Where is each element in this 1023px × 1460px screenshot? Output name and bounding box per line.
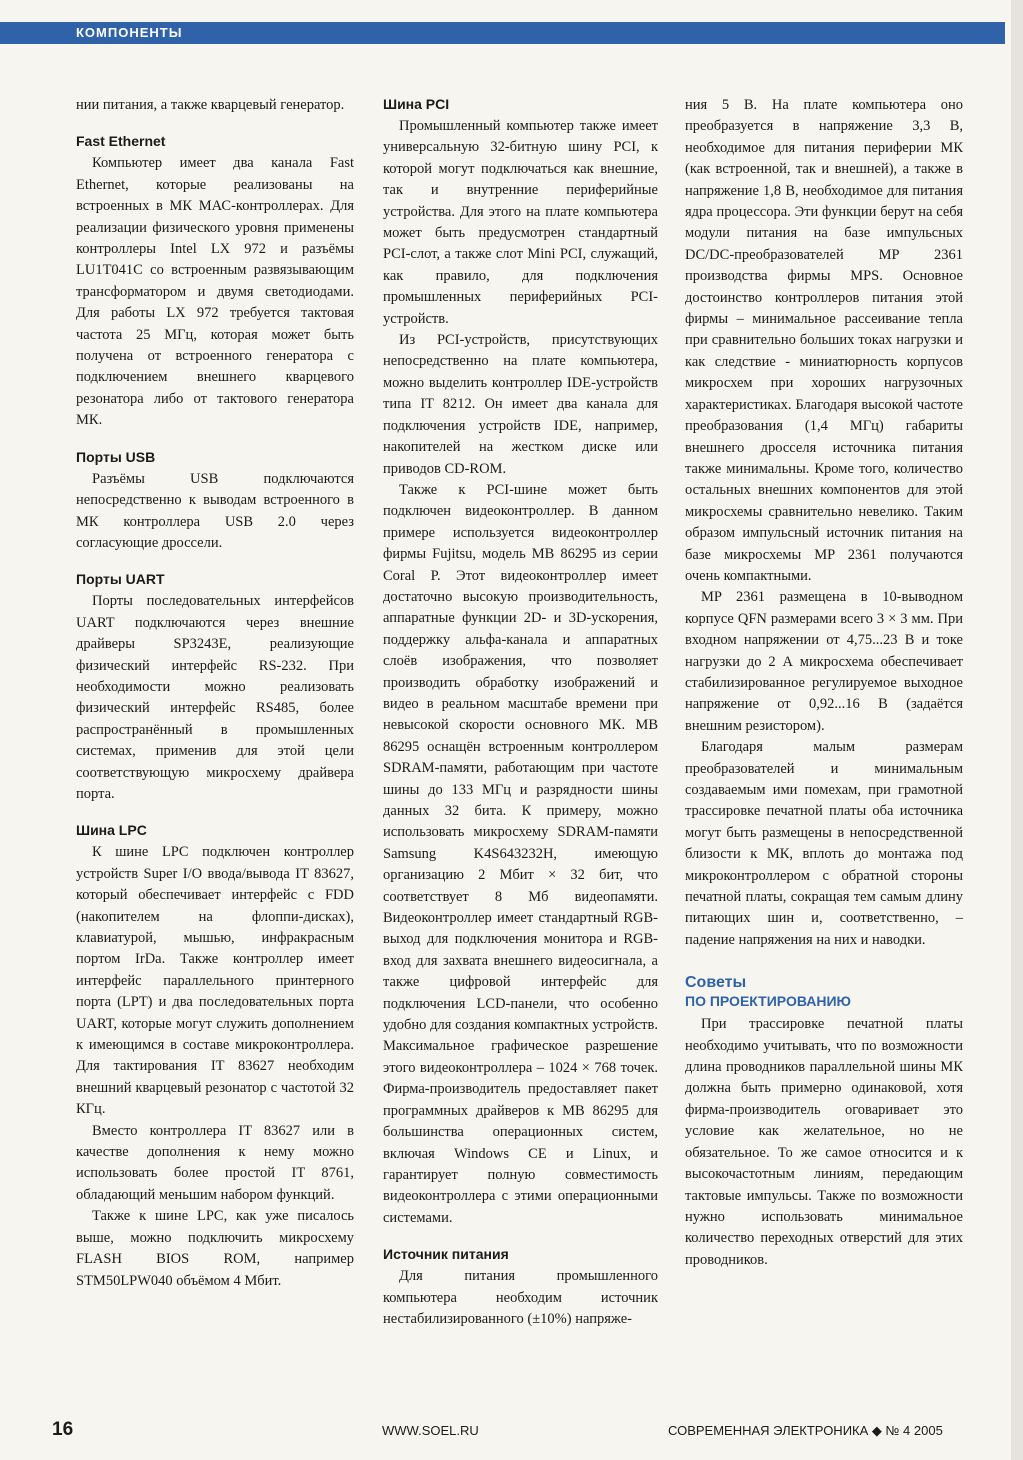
tips-title-line2: ПО ПРОЕКТИРОВАНИЮ (685, 993, 851, 1010)
paragraph: MP 2361 размещена в 10-выводном корпусе QFN размерами всего 3 × 3 мм. При входном напряжении от 4,75...23 В и токе нагрузки до 2 А микросхема обеспечивает стабилизированное регулируемое выходное напряжение от 0,92...16 В (задаётся внешним резистором). (685, 589, 963, 734)
paragraph: Промышленный компьютер также имеет универсальную 32-битную шину PCI, к которой могут подключаться как внешние, так и внутренние периферийные устройства. Для этого на плате компьютера может быть предусмотрен стандартный PCI-слот, а также слот Mini PCI, служащий, как правило, для подключения промышленных периферийных PCI-устройств. (383, 118, 658, 327)
column-1 (76, 95, 354, 1292)
paragraph: Из PCI-устройств, присутствующих непосредственно на плате компьютера, можно выделить контроллер IDE-устройств типа IT 8212. Он имеет два канала для подключения устройств IDE, например, накопителей на жестком диске или приводов CD-ROM. (383, 332, 658, 477)
section-header-bar (0, 22, 1005, 44)
paragraph: Благодаря малым размерам преобразователей и минимальным создаваемым ими помехам, при грамотной трассировке печатной платы оба источника могут быть размещены в непосредственной близости к МК, вплоть до монтажа под микроконтроллером с обратной стороны печатной платы, сокращая тем самым длину питающих шин и, соответственно, – падение напряжения на них и наводки. (685, 739, 963, 948)
page-number: 16 (52, 1419, 74, 1440)
section-title: КОМПОНЕНТЫ (76, 25, 183, 40)
paragraph: Также к PCI-шине может быть подключен видеоконтроллер. В данном примере используется видеоконтроллер фирмы Fujitsu, модель MB 86295 из серии Coral P. Этот видеоконтроллер имеет достаточно высокую производительность, аппаратные функции 2D- и 3D-ускорения, поддержку альфа-канала и аппаратных слоёв изображения, что позволяет производить обработку изображений и видео в реальном масштабе времени при невысокой скорости основного МК. MB 86295 оснащён встроенным контроллером SDRAM-памяти, работающим при частоте шины до 133 МГц и разрядности шины данных 32 бита. К примеру, можно использовать микросхему SDRAM-памяти Samsung K4S643232H, имеющую организацию 2 Мбит × 32 бит, что соответствует 8 Мб видеопамяти. Видеоконтроллер имеет стандартный RGB-выход для подключения монитора и RGB-вход для захвата внешнего видеосигнала, а также цифровой интерфейс для подключения LCD-панели, что особенно удобно для создания компактных устройств. Максимальное графическое разрешение этого видеоконтроллера – 1024 × 768 точек. Фирма-производитель предоставляет пакет программных драйверов к MB 86295 для большинства операционных систем, включая Windows CE и Linux, и гарантирует полную совместимость видеоконтроллера с этими операционными системами. (383, 481, 658, 1226)
section-heading-pci: Шина PCI (383, 96, 450, 112)
section-heading-usb: Порты USB (76, 448, 156, 465)
page-footer (0, 1421, 1023, 1441)
column-3 (685, 95, 963, 1271)
paragraph: При трассировке печатной платы необходимо учитывать, что по возможности длина проводников параллельной шины МК должна быть примерно одинаковой, хотя фирма-производитель оговаривает это условие как желательное, но не обязательное. То же самое относится и к высокочастотным линиям, передающим тактовые импульсы. Также по возможности нужно использовать минимальное количество переходных отверстий для этих проводников. (685, 1016, 963, 1268)
page-edge (1011, 0, 1023, 1460)
paragraph: Вместо контроллера IT 83627 или в качестве дополнения к нему можно использовать более простой IT 8761, обладающий меньшим набором функций. (76, 1122, 354, 1203)
section-heading-uart: Порты UART (76, 571, 165, 588)
section-heading-power: Источник питания (383, 1246, 509, 1263)
section-heading-fast-ethernet: Fast Ethernet (76, 133, 166, 150)
column-2 (383, 95, 658, 1330)
paragraph: ния 5 В. На плате компьютера оно преобразуется в напряжение 3,3 В, необходимое для питания периферии МК (как встроенной, так и внешней), а также в напряжение 1,8 В, необходимое для питания ядра процессора. Эти функции берут на себя модули питания на базе импульсных DC/DC-преобразователей MP 2361 производства фирмы MPS. Основное достоинство контроллеров питания этой фирмы – минимальное рассеивание тепла при сравнительно больших токах нагрузки и как следствие - миниатюрность корпусов микросхем при хороших нагрузочных характеристиках. Благодаря высокой частоте преобразования (1,4 МГц) габариты внешнего дросселя источника питания также минимальны. Кроме того, количество остальных внешних компонентов для этой микросхемы сравнительно невелико. Таким образом импульсный источник питания на базе микросхемы MP 2361 получаются очень компактными. (685, 97, 963, 584)
magazine-title: СОВРЕМЕННАЯ ЭЛЕКТРОНИКА ◆ № 4 2005 (668, 1423, 943, 1438)
section-heading-tips (685, 973, 963, 1011)
paragraph: Также к шине LPC, как уже писалось выше, можно подключить микросхему FLASH BIOS ROM, например STM50LPW040 объёмом 4 Мбит. (76, 1208, 354, 1289)
paragraph: Для питания промышленного компьютера необходим источник нестабилизированного (±10%) напряже- (383, 1268, 658, 1327)
paragraph: нии питания, а также кварцевый генератор. (76, 97, 345, 113)
site-link: WWW.SOEL.RU (382, 1423, 479, 1438)
paragraph: Компьютер имеет два канала Fast Ethernet, которые реализованы на встроенных в МК МАС-контроллерах. Для реализации физического уровня применены контроллеры Intel LX 972 и разъёмы LU1T041C со встроенным развязывающим трансформатором и двумя светодиодами. Для работы LX 972 требуется тактовая частота 25 МГц, которая может быть получена от встроенного генератора с подключением внешнего кварцевого резонатора либо от тактового генератора МК. (76, 155, 354, 429)
paragraph: Порты последовательных интерфейсов UART подключаются через внешние драйверы SP3243E, реализующие физический интерфейс RS-232. При необходимости можно реализовать физический интерфейс RS485, более распространённый в промышленных системах, применив для этой цели соответствующую микросхему драйвера порта. (76, 593, 354, 802)
tips-title-line1: Советы (685, 974, 747, 992)
paragraph: Разъёмы USB подключаются непосредственно к выводам встроенного в МК контроллера USB 2.0 через согласующие дроссели. (76, 470, 354, 551)
section-heading-lpc: Шина LPC (76, 822, 147, 839)
paragraph: К шине LPC подключен контроллер устройств Super I/O ввода/вывода IT 83627, который обеспечивает интерфейс с FDD (накопителем на флоппи-дисках), клавиатурой, мышью, инфракрасным портом IrDa. Также контроллер имеет интерфейс параллельного принтерного порта (LPT) и два последовательных порта UART, которые могут служить дополнением к имеющимся в составе микроконтроллера. Для тактирования IT 83627 необходим внешний кварцевый резонатор с частотой 32 КГц. (76, 844, 354, 1118)
